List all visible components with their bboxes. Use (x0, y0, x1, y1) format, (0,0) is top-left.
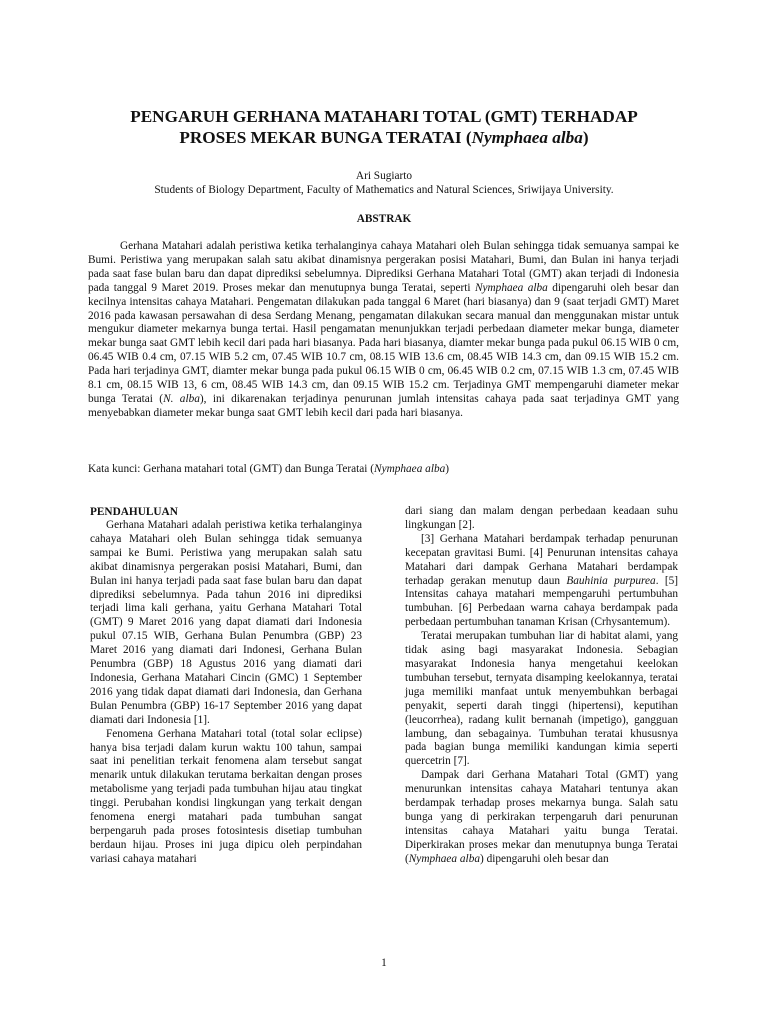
intro-paragraph-5 (405, 769, 678, 866)
intro-p3-italic: Bauhinia purpurea (566, 574, 656, 587)
intro-p5-text-1: Dampak dari Gerhana Matahari Total (GMT) yang menurunkan intensitas cahaya Matahari tentunya akan berdampak terhadap proses mekarnya bunga. Salah satu bunga yang di perkirakan terpengaruh dari penurunan intensitas cahaya Matahari yaitu bunga Teratai. Diperkirakan proses mekar dan menutupnya bunga Teratai ( (405, 769, 678, 865)
author-name: Ari Sugiarto (355, 170, 413, 182)
keywords (88, 462, 679, 476)
paper-title (60, 106, 708, 148)
abstract-text-2: dipengaruhi oleh besar dan kecilnya intensitas cahaya Matahari. Pengematan dilakukan pada tanggal 6 Maret (hari biasanya) dan 9 (saat terjadi GMT) Maret 2016 pada kawasan persawahan di desa Serdang Menang, pengamatan dilakukan secara manual dan menggunakan mistar untuk mengukur diameter mekarnya bunga tertai. Hasil pengamatan menunjukkan terjadi perbedaan diameter mekar bunga, diameter mekar bunga saat GMT lebih kecil dari pada hari biasanya. Pada hari biasanya, diamter mekar bunga pada pukul 06.15 WIB 0 cm, 06.45 WIB 0.4 cm, 07.15 WIB 5.2 cm, 07.45 WIB 10.7 cm, 08.15 WIB 13.6 cm, 08.45 WIB 14.3 cm, dan 09.15 WIB 15.2 cm. Pada hari terjadinya GMT, diamter mekar bunga pada pukul 06.15 WIB 0 cm, 06.45 WIB 0.2 cm, 07.15 WIB 1.3 cm, 07.45 WIB 8.1 cm, 08.15 WIB 13, 6 cm, 08.45 WIB 14.3 cm, dan 09.15 WIB 15.2 cm. Terjadinya GMT mempengaruhi diameter mekar bunga Teratai ( (88, 281, 679, 405)
keywords-text: Kata kunci: Gerhana matahari total (GMT) dan Bunga Teratai ( (88, 463, 375, 475)
page-number: 1 (381, 957, 387, 969)
title-species-name: Nymphaea alba (471, 128, 583, 147)
abstract-italic-1: Nymphaea alba (474, 281, 548, 294)
intro-paragraph-2-continued: dari siang dan malam dengan perbedaan keadaan suhu lingkungan [2]. (405, 505, 678, 531)
title-line-2-end: ) (582, 128, 589, 147)
intro-p3-text-2: . [5] Intensitas cahaya matahari mempengaruhi pertumbuhan tumbuhan. [6] Perbedaan warna cahaya berdampak pada perbedaan pertumbuhan tanaman Krisan (Crhysantemum). (405, 574, 679, 629)
abstract-text-1: Gerhana Matahari adalah peristiwa ketika terhalanginya cahaya Matahari oleh Bulan sehingga tidak semuanya sampai ke Bumi. Peristiwa yang merupakan salah satu akibat dinamisnya pergerakan posisi Matahari, Bumi, dan Bulan ini hanya terjadi pada saat fase bulan baru dan dapat diprediksi sebelumnya. Diprediksi Gerhana Matahari Total (GMT) akan terjadi di Indonesia pada tanggal 9 Maret 2019. Proses mekar dan menutupnya bunga Teratai, seperti (88, 240, 679, 294)
intro-paragraph-2: Fenomena Gerhana Matahari total (total solar eclipse) hanya bisa terjadi dalam kurun waktu 100 tahun, sampai saat ini penelitian terkait fenomena alam tersebut sangat menarik untuk dilakukan terutama berkaitan dengan proses metabolisme yang terjadi pada tumbuhan hijau atau tingkat tinggi. Perubahan kondisi lingkungan yang terkait dengan fenomena energi matahari pada tumbuhan sangat berpengaruh pada proses fotosintesis disetiap tumbuhan berdaun hijau. Proses ini juga dipicu oleh perpindahan variasi cahaya matahari (90, 727, 362, 865)
abstract-body (88, 240, 679, 421)
intro-paragraph-1: Gerhana Matahari adalah peristiwa ketika terhalanginya cahaya Matahari oleh Bulan sehingga tidak semuanya sampai ke Bumi. Peristiwa yang merupakan salah satu akibat dinamisnya pergerakan posisi Matahari, Bumi, dan Bulan ini hanya terjadi pada saat fase bulan baru dan dapat diprediksi sebelumnya. Pada tahun 2016 ini diprediksi terjadi lima kali gerhana, yaitu Gerhana Matahari Total (GMT) 9 Maret 2016 yang dapat diamati dari Indonesia pukul 07.15 WIB, Gerhana Bulan Penumbra (GBP) 23 Maret 2016 yang diamati dari Indonesi, Gerhana Bulan Penumbra (GBP) 18 Agustus 2016 yang diamati dari Indonesia, Gerhana Matahari Cincin (GMC) 1 September 2016 yang tidak dapat diamati dari Indonesia, dan Gerhana Bulan Penumbra (GBP) 16-17 September 2016 yang dapat diamati dari Indonesia [1]. (90, 519, 362, 726)
abstract-heading: ABSTRAK (356, 213, 412, 225)
section-heading-introduction: PENDAHULUAN (90, 506, 178, 518)
author-affiliation: Students of Biology Department, Faculty of Mathematics and Natural Sciences, Sriwijaya University. (154, 184, 614, 196)
right-column (405, 505, 678, 867)
intro-paragraph-3 (405, 533, 678, 630)
intro-paragraph-4: Teratai merupakan tumbuhan liar di habitat alami, yang tidak asing bagi masyarakat Indonesia. Sebagian masyarakat Indonesia hanya mengetahui keelokan tumbuhan tersebut, ternyata disamping keelokannya, teratai juga memiliki manfaat untuk menyembuhkan berbagai penyakit, seperti darah tinggi (hipertensi), keputihan (leucorrhea), radang kulit bernanah (impetigo), gangguan lambung, dan sebagainya. Tumbuhan teratai khususnya pada bagian bunga memiliki kandungan kimia seperti quercetrin [7]. (405, 630, 678, 768)
abstract-text-3: ), ini dikarenakan terjadinya penurunan jumlah intensitas cahaya pada saat terjadinya GMT yang menyebabkan diameter mekar bunga saat GMT lebih kecil dari pada hari biasanya. (88, 392, 679, 419)
title-line-1: PENGARUH GERHANA MATAHARI TOTAL (GMT) TERHADAP (130, 107, 638, 126)
intro-p3-text-1: [3] Gerhana Matahari berdampak terhadap penurunan kecepatan gravitasi Bumi. [4] Penurunan intensitas cahaya Matahari dari dampak Gerhana Matahari berdampak terhadap gerakan menutup daun (405, 532, 678, 587)
abstract-italic-2: N. alba (163, 392, 200, 405)
keywords-end: ) (445, 463, 450, 475)
left-column (90, 505, 362, 867)
title-line-2-start: PROSES MEKAR BUNGA TERATAI ( (179, 128, 472, 147)
intro-p5-italic: Nymphaea alba (408, 852, 480, 865)
keywords-italic: Nymphaea alba (374, 463, 446, 475)
intro-p5-text-2: ) dipengaruhi oleh besar dan (480, 852, 609, 865)
